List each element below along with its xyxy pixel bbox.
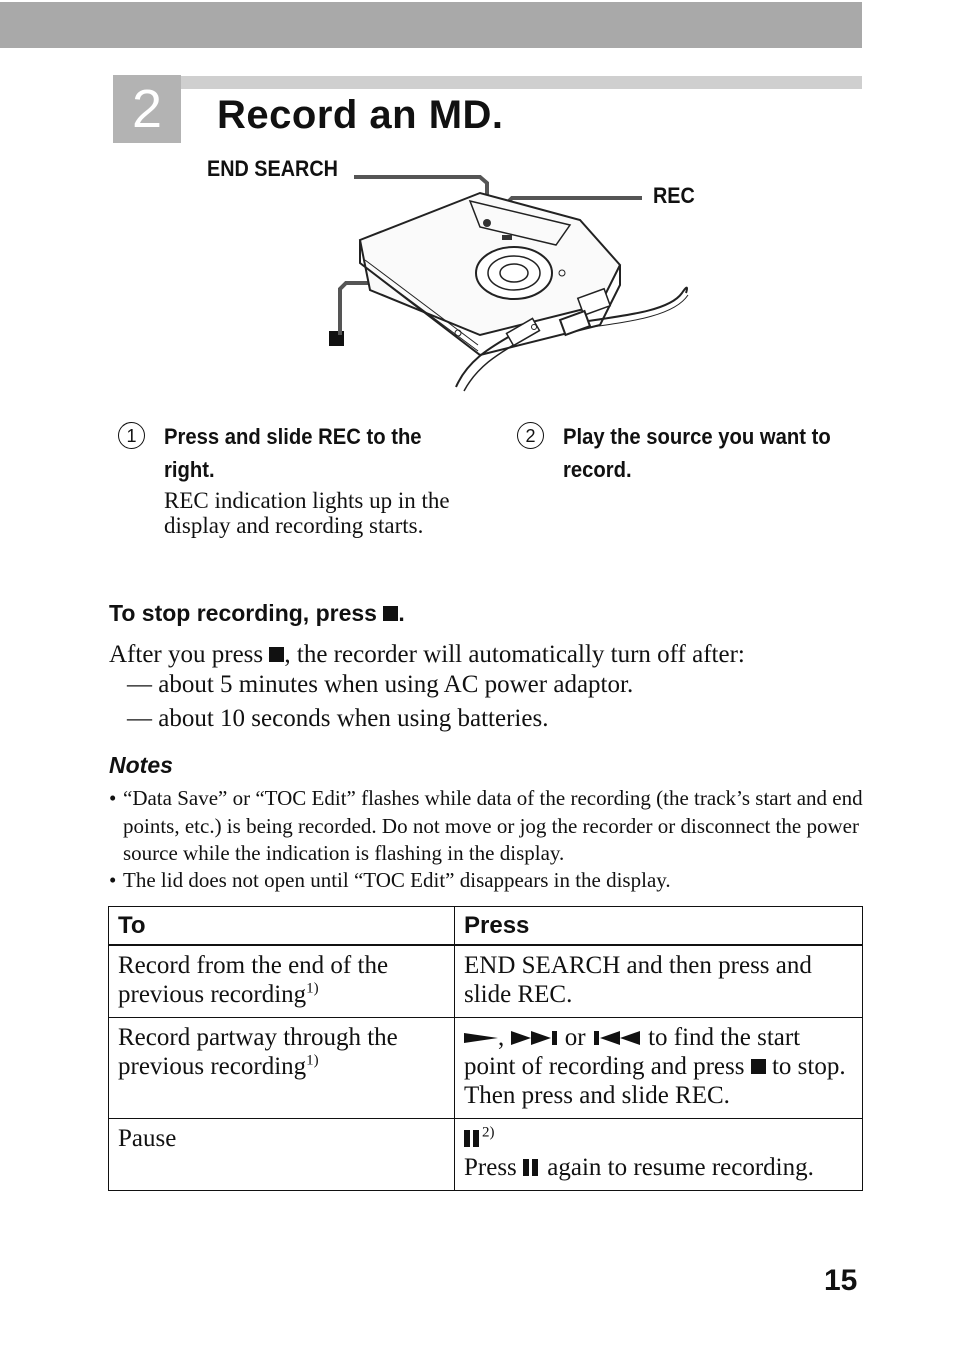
table-row: Pause $^{2)}$ Press again to resume recording. — [109, 1119, 863, 1191]
next-track-icon — [511, 1029, 559, 1047]
header-band — [0, 2, 862, 48]
table-header-press: Press — [455, 907, 863, 946]
pause-icon — [464, 1125, 482, 1152]
table-row: Record partway through the previous recording$^{1)}$ , or to find the start point of recording and press to stop. Then press and slide REC. — [109, 1018, 863, 1119]
stop-paragraph: After you press , the recorder will automatically turn off after: — [109, 641, 745, 668]
notes-heading: Notes — [109, 752, 173, 778]
stop-icon — [383, 606, 398, 621]
list-item: — about 10 seconds when using batteries. — [127, 705, 549, 732]
pause-icon — [523, 1154, 541, 1181]
end-search-label: END SEARCH — [207, 156, 338, 181]
md-recorder-illustration — [330, 165, 710, 395]
play-icon — [464, 1029, 498, 1047]
operations-table — [108, 906, 863, 1191]
table-row: Record from the end of the previous recording$^{1)}$ END SEARCH and then press and slide REC. — [109, 945, 863, 1018]
note-item: • “Data Save” or “TOC Edit” flashes while data of the recording (the track’s start and end points, etc.) is being recorded. Do not move or jog the recorder or disconnect the power source while the indication is flashing in the display. — [109, 786, 863, 865]
note-item: • The lid does not open until “TOC Edit” disappears in the display. — [109, 868, 671, 892]
page-number: 15 — [824, 1264, 858, 1297]
step-body: REC indication lights up in the display and recording starts. — [164, 488, 450, 538]
page-title: Record an MD. — [217, 93, 504, 137]
table-header-to: To — [109, 907, 455, 946]
step-heading: Play the source you want to record. — [563, 424, 831, 482]
step-marker: 1 — [118, 422, 145, 449]
step-number: 2 — [113, 75, 181, 143]
rec-label: REC — [653, 183, 695, 208]
title-rule — [181, 76, 862, 89]
list-item: — about 5 minutes when using AC power adaptor. — [127, 671, 634, 698]
step-heading: Press and slide REC to the right. — [164, 424, 422, 482]
step-marker: 2 — [517, 422, 544, 449]
stop-icon — [269, 647, 284, 662]
previous-track-icon — [592, 1029, 642, 1047]
section-heading-stop: To stop recording, press . — [109, 600, 405, 626]
stop-icon — [751, 1059, 766, 1074]
